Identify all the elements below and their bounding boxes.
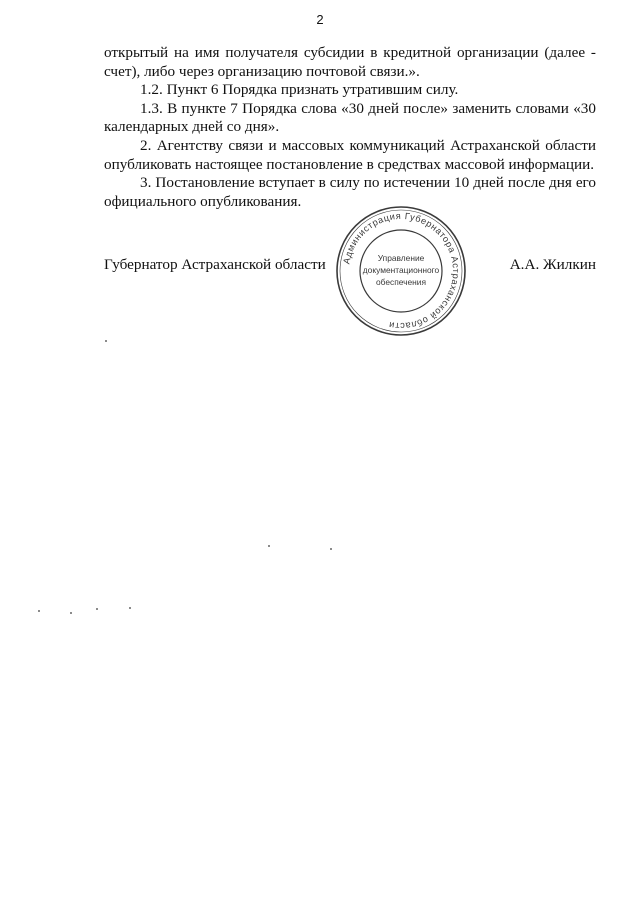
paragraph-6: 3. Постановление вступает в силу по истечении 10 дней после дня его официального опубликования.: [104, 174, 596, 210]
seal-center-line-3: обеспечения: [376, 277, 426, 287]
scan-speck: [70, 612, 72, 614]
paragraph-1: открытый на имя получателя субсидии в кредитной организации (далее -: [104, 44, 596, 61]
seal-ring-text: Администрация Губернатора Астраханской области: [341, 210, 462, 332]
paragraph-2: счет), либо через организацию почтовой связи.».: [104, 62, 420, 80]
scan-speck: [330, 548, 332, 550]
signer-position: Губернатор Астраханской области: [104, 256, 326, 273]
scan-speck: [268, 545, 270, 547]
scan-speck: [38, 610, 40, 612]
paragraph-3: 1.2. Пункт 6 Порядка признать утратившим силу.: [140, 81, 459, 99]
seal-center-line-2: документационного: [362, 265, 440, 275]
scan-speck: [129, 607, 131, 609]
scan-speck: [96, 608, 98, 610]
seal-center-line-1: Управление: [377, 253, 425, 263]
scan-speck: [105, 340, 107, 342]
document-body: [104, 44, 596, 211]
signer-name: А.А. Жилкин: [509, 256, 596, 273]
paragraph-4: 1.3. В пункте 7 Порядка слова «30 дней после» заменить словами «30 календарных дней со дня».: [104, 99, 596, 136]
official-seal: [334, 204, 468, 338]
paragraph-5: 2. Агентству связи и массовых коммуникаций Астраханской области опубликовать настоящее постановление в средствах массовой информации.: [104, 136, 596, 173]
page-number: 2: [316, 12, 324, 27]
